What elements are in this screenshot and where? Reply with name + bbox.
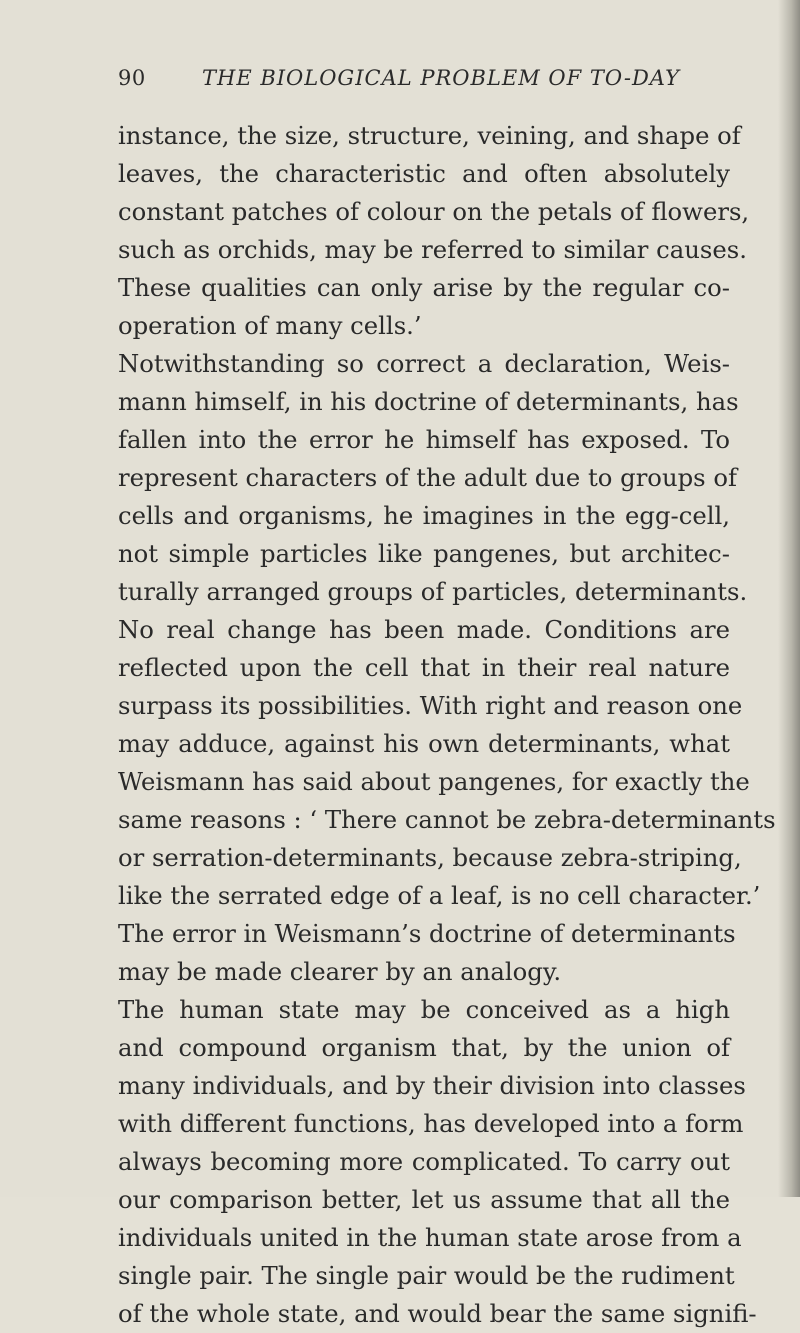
text-line: fallen into the error he himself has exposed. To	[118, 425, 730, 454]
text-line: always becoming more complicated. To carry out	[118, 1147, 730, 1176]
text-line: like the serrated edge of a leaf, is no cell character.’	[118, 881, 761, 910]
text-line: instance, the size, structure, veining, and shape of	[118, 121, 741, 150]
text-line: These qualities can only arise by the regular co-	[118, 273, 730, 302]
text-line: Notwithstanding so correct a declaration, Weis-	[118, 349, 730, 378]
page-number: 90	[118, 66, 146, 90]
text-line: individuals united in the human state arose from a	[118, 1223, 742, 1252]
text-line: operation of many cells.’	[118, 311, 422, 340]
text-line: cells and organisms, he imagines in the egg-cell,	[118, 501, 730, 530]
running-title: THE BIOLOGICAL PROBLEM OF TO-DAY	[202, 66, 680, 90]
text-line: many individuals, and by their division into classes	[118, 1071, 746, 1100]
text-line: No real change has been made. Conditions are	[118, 615, 730, 644]
text-line: not simple particles like pangenes, but architec-	[118, 539, 730, 568]
text-line: represent characters of the adult due to groups of	[118, 463, 737, 492]
text-line: turally arranged groups of particles, determinants.	[118, 577, 748, 606]
text-line: may be made clearer by an analogy.	[118, 957, 562, 986]
text-line: single pair. The single pair would be the rudiment	[118, 1261, 735, 1290]
text-line: surpass its possibilities. With right and reason one	[118, 691, 743, 720]
text-line: same reasons : ‘ There cannot be zebra-determinants	[118, 805, 776, 834]
text-line: leaves, the characteristic and often absolutely	[118, 159, 730, 188]
text-line: The error in Weismann’s doctrine of determinants	[118, 919, 736, 948]
text-line: of the whole state, and would bear the same signifi-	[118, 1299, 757, 1328]
text-line: may adduce, against his own determinants, what	[118, 729, 730, 758]
text-line: reflected upon the cell that in their real nature	[118, 653, 730, 682]
text-line: such as orchids, may be referred to similar causes.	[118, 235, 747, 264]
text-line: with different functions, has developed into a form	[118, 1109, 744, 1138]
text-line: or serration-determinants, because zebra-striping,	[118, 843, 742, 872]
text-line: constant patches of colour on the petals of flowers,	[118, 197, 750, 226]
running-head	[118, 66, 726, 94]
text-line: The human state may be conceived as a high	[118, 995, 730, 1024]
body-text	[118, 117, 776, 1333]
text-line: Weismann has said about pangenes, for exactly the	[118, 767, 750, 796]
page-edge-shadow	[778, 0, 800, 1197]
text-line: our comparison better, let us assume that all the	[118, 1185, 730, 1214]
text-line: and compound organism that, by the union of	[118, 1033, 730, 1062]
text-line: mann himself, in his doctrine of determinants, has	[118, 387, 739, 416]
